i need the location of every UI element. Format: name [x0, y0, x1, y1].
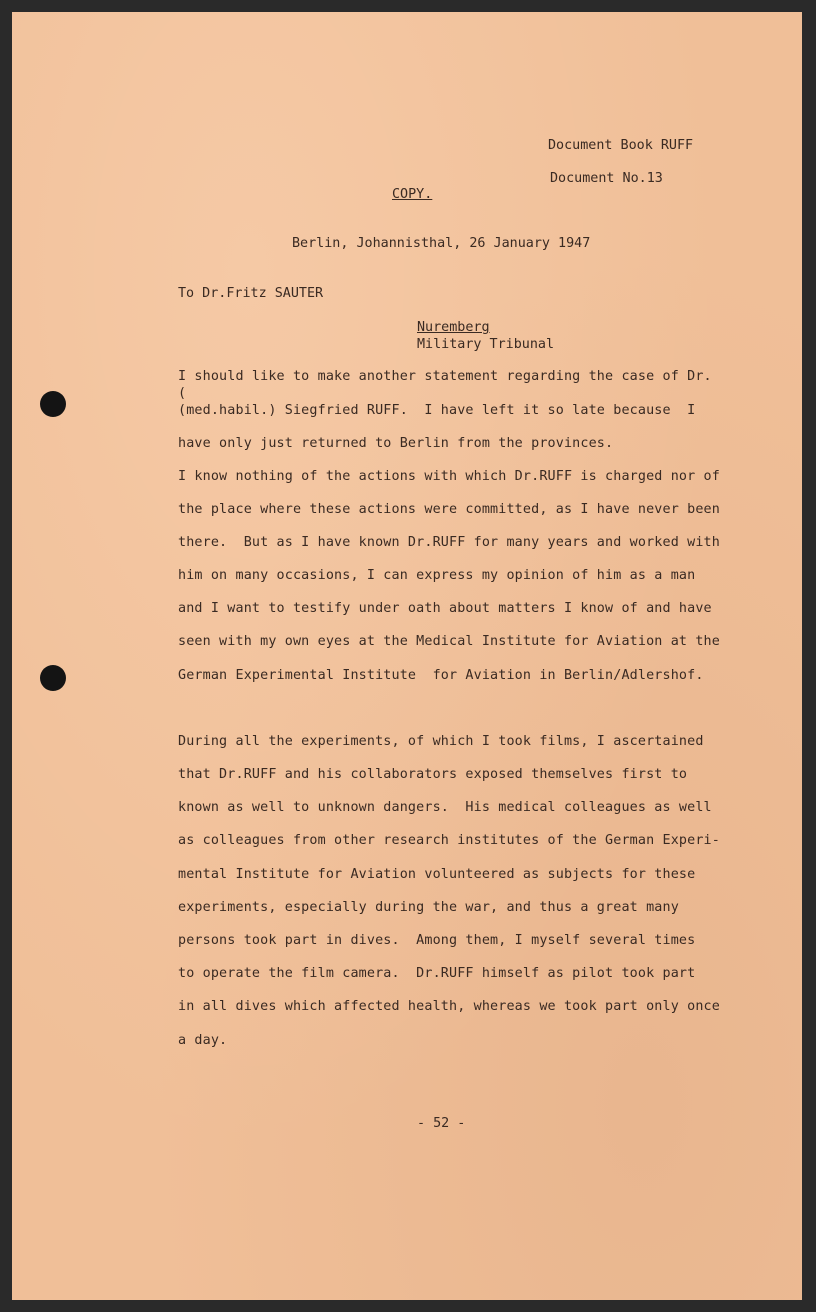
text-line: the place where these actions were committed, as I have never been — [178, 502, 720, 517]
page-number: - 52 - — [417, 1116, 466, 1131]
text-line: mental Institute for Aviation volunteered as subjects for these — [178, 867, 696, 882]
text-line: that Dr.RUFF and his collaborators exposed themselves first to — [178, 767, 688, 782]
text-line: I know nothing of the actions with which Dr.RUFF is charged nor of — [178, 469, 720, 484]
text-line: I should like to make another statement regarding the case of Dr. — [178, 369, 712, 384]
dateline: Berlin, Johannisthal, 26 January 1947 — [292, 236, 591, 251]
addressee-court: Military Tribunal — [417, 337, 555, 352]
text-line: and I want to testify under oath about matters I know of and have — [178, 601, 712, 616]
text-line: (med.habil.) Siegfried RUFF. I have left it so late because I — [178, 403, 696, 418]
text-line: to operate the film camera. Dr.RUFF himself as pilot took part — [178, 966, 696, 981]
text-line: During all the experiments, of which I took films, I ascertained — [178, 734, 704, 749]
text-line: a day. — [178, 1033, 228, 1048]
text-line: him on many occasions, I can express my opinion of him as a man — [178, 568, 696, 583]
text-line: there. But as I have known Dr.RUFF for many years and worked with — [178, 535, 720, 550]
document-book-label: Document Book RUFF — [548, 138, 694, 153]
text-line: ( — [178, 386, 187, 401]
text-line: experiments, especially during the war, and thus a great many — [178, 900, 679, 915]
addressee-city: Nuremberg — [417, 320, 490, 335]
punch-hole-lower — [40, 665, 66, 691]
document-number: Document No.13 — [550, 171, 663, 186]
text-line: German Experimental Institute for Aviation in Berlin/Adlershof. — [178, 668, 704, 683]
text-line: known as well to unknown dangers. His medical colleagues as well — [178, 800, 712, 815]
punch-hole-upper — [40, 391, 66, 417]
document-page — [12, 12, 802, 1300]
text-line: have only just returned to Berlin from the provinces. — [178, 436, 614, 451]
text-line: seen with my own eyes at the Medical Institute for Aviation at the — [178, 634, 720, 649]
addressee-name: To Dr.Fritz SAUTER — [178, 286, 324, 301]
text-line: persons took part in dives. Among them, I myself several times — [178, 933, 696, 948]
text-line: as colleagues from other research institutes of the German Experi- — [178, 833, 720, 848]
text-line: in all dives which affected health, whereas we took part only once — [178, 999, 720, 1014]
copy-heading: COPY. — [392, 187, 433, 202]
